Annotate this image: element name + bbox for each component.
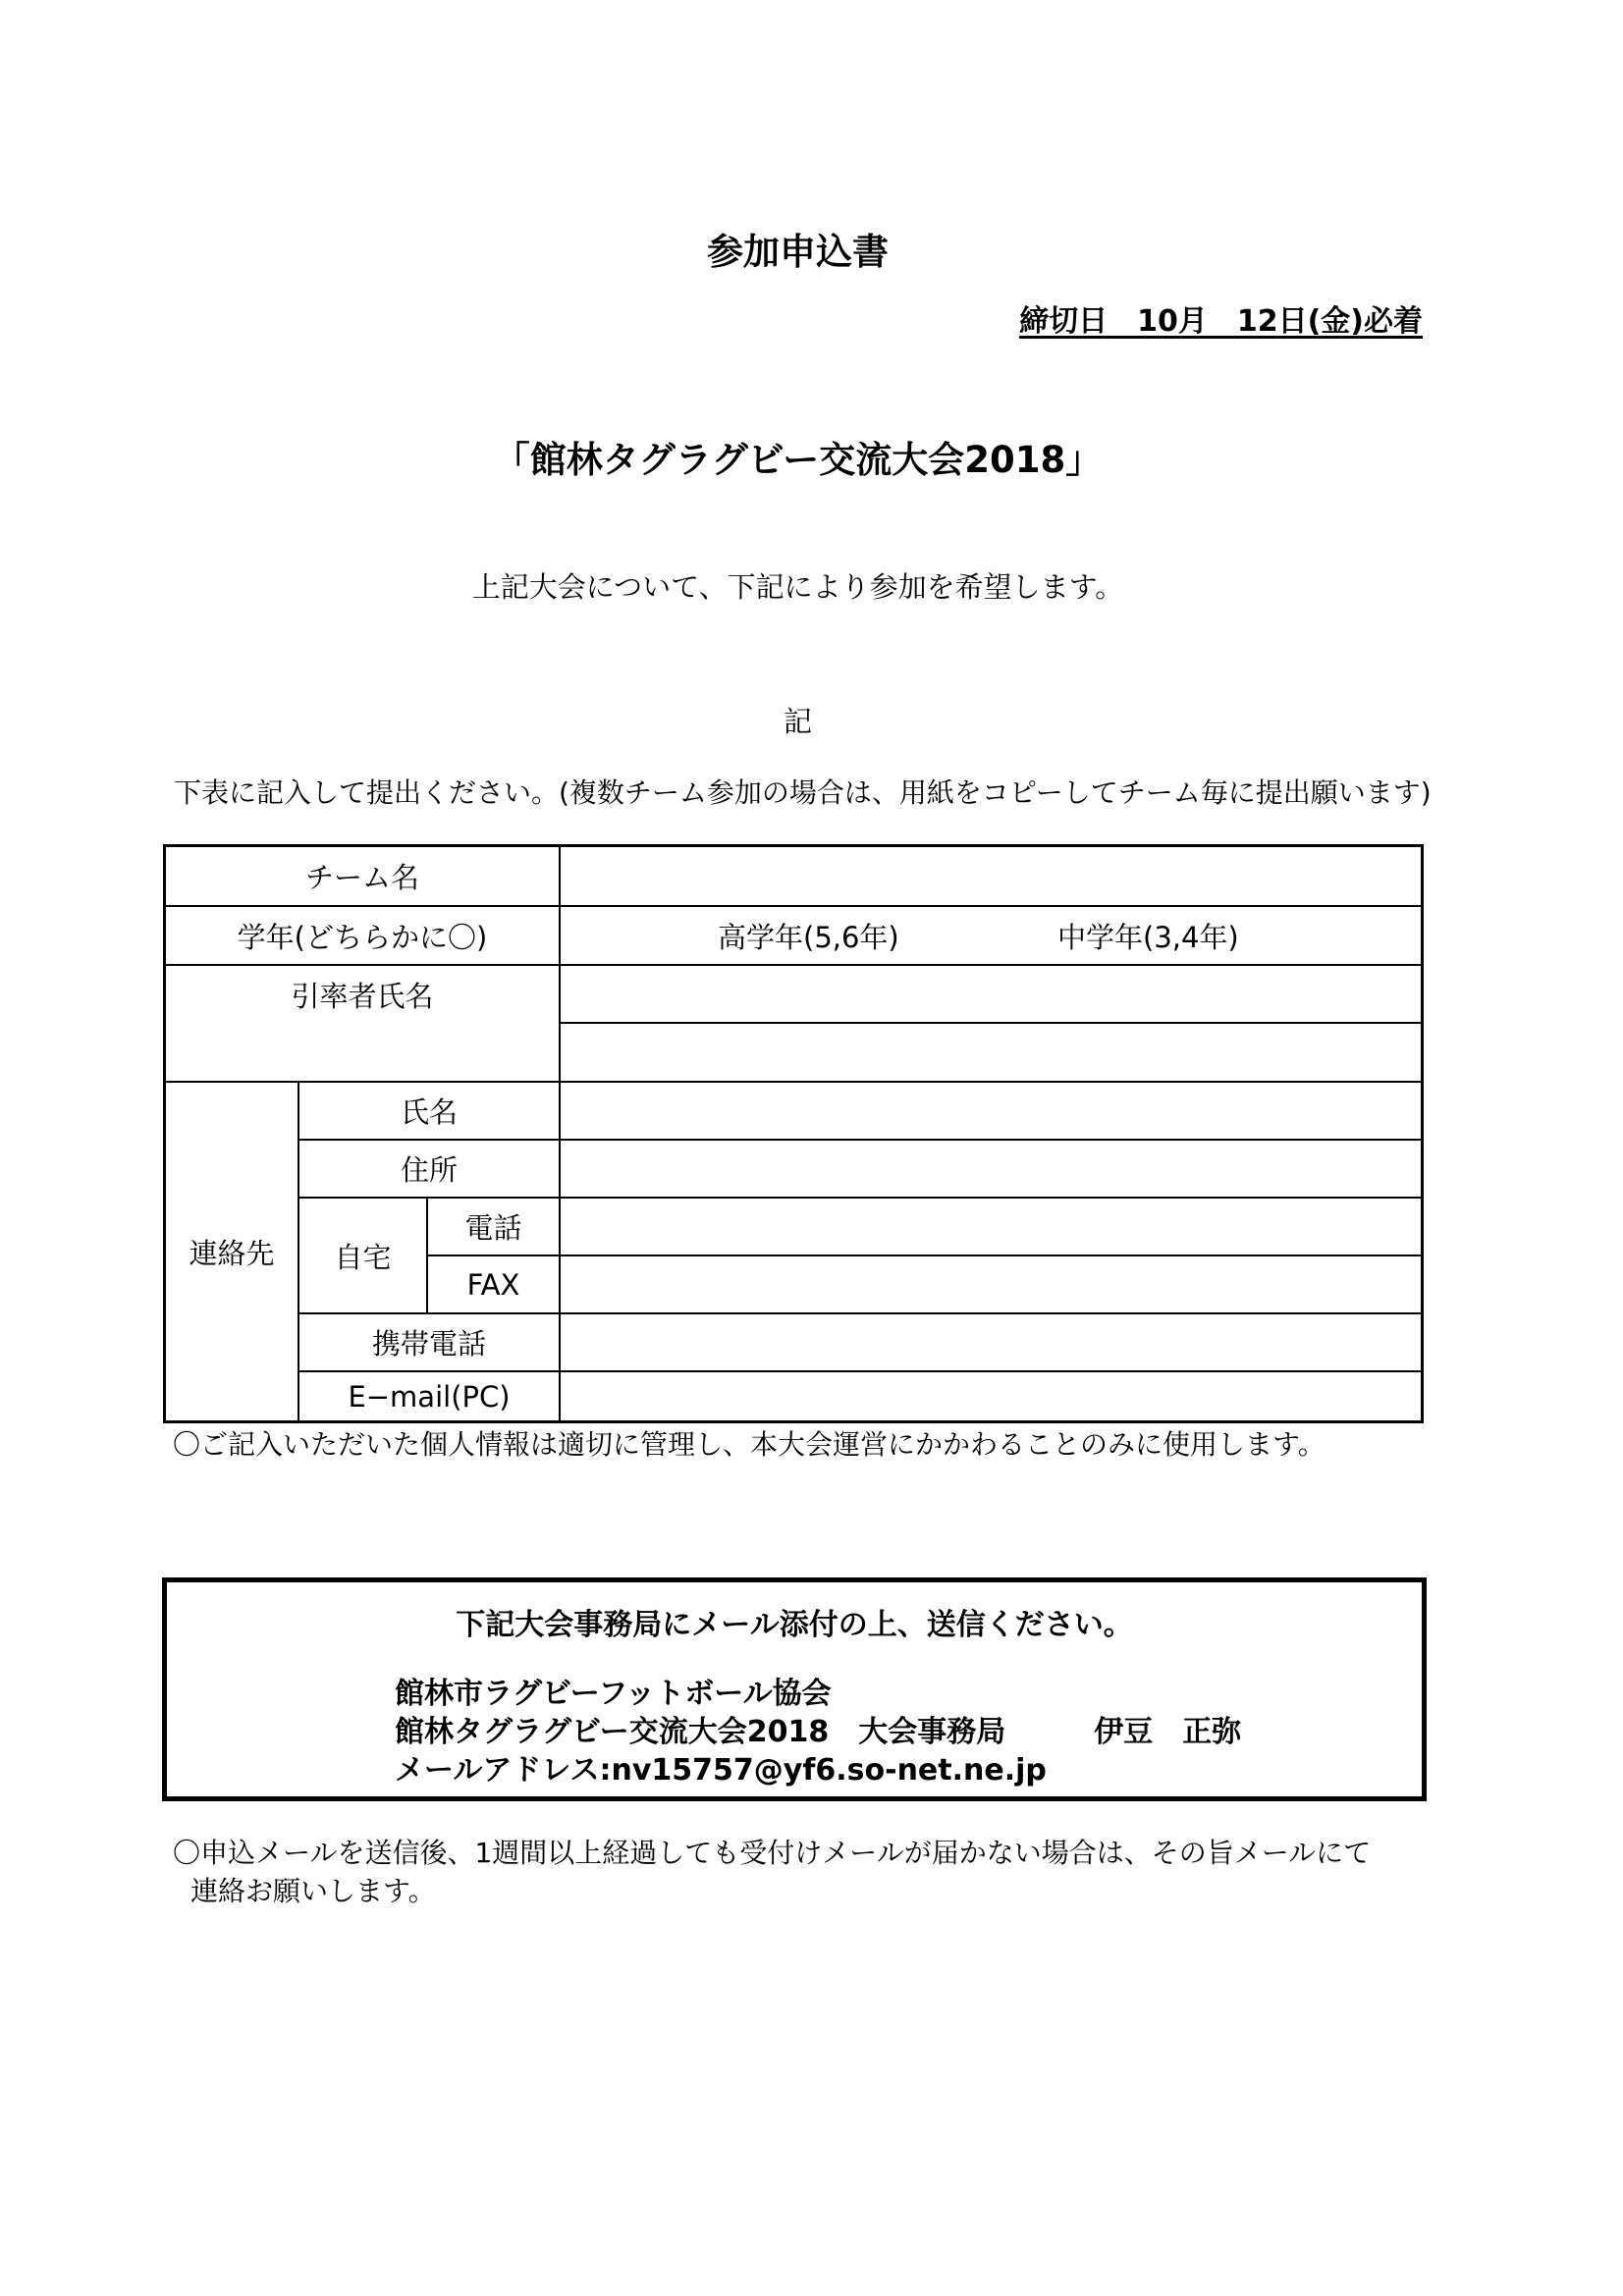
page-title: 参加申込書 — [707, 231, 889, 273]
privacy-note: 〇ご記入いただいた個人情報は適切に管理し、本大会運営にかかわることのみに使用します。 — [173, 1428, 1325, 1461]
intro-text: 上記大会について、下記により参加を希望します。 — [471, 570, 1124, 604]
grade-option-middle[interactable]: 中学年(3,4年) — [1057, 920, 1239, 954]
footer-note-line-1: 〇申込メールを送信後、1週間以上経過しても受付けメールが届かない場合は、その旨メールにて — [173, 1837, 1372, 1869]
home-label: 自宅 — [334, 1240, 392, 1274]
address-field[interactable] — [561, 1141, 1421, 1197]
fax-label: FAX — [466, 1267, 520, 1302]
phone-label: 電話 — [464, 1211, 522, 1245]
application-form — [163, 844, 1424, 1423]
submission-box — [162, 1577, 1427, 1801]
submission-heading: 下記大会事務局にメール添付の上、送信ください。 — [456, 1608, 1133, 1642]
email-label: E−mail(PC) — [348, 1379, 511, 1414]
instruction-text: 下表に記入して提出ください。(複数チーム参加の場合は、用紙をコピーしてチーム毎に提出願います) — [174, 776, 1432, 809]
association-name: 館林市ラグビーフットボール協会 — [395, 1677, 832, 1711]
footer-note-line-2: 連絡お願いします。 — [190, 1875, 436, 1907]
name-label: 氏名 — [400, 1095, 458, 1129]
email-field[interactable] — [561, 1372, 1421, 1420]
team-name-field[interactable] — [561, 847, 1421, 905]
address-label: 住所 — [400, 1153, 458, 1187]
phone-field[interactable] — [561, 1199, 1421, 1255]
mobile-field[interactable] — [561, 1314, 1421, 1370]
mobile-label: 携帯電話 — [371, 1327, 486, 1361]
deadline: 締切日 10月 12日(金)必着 — [1019, 304, 1423, 339]
grade-option-upper[interactable]: 高学年(5,6年) — [718, 920, 899, 954]
ki-heading: 記 — [783, 705, 812, 738]
fax-field[interactable] — [561, 1256, 1421, 1312]
leader-label: 引率者氏名 — [291, 979, 434, 1013]
team-name-label: チーム名 — [304, 861, 419, 894]
office-contact: 館林タグラグビー交流大会2018 大会事務局 伊豆 正弥 — [395, 1715, 1242, 1749]
grade-label: 学年(どちらかに〇) — [237, 920, 488, 954]
email-address: メールアドレス:nv15757@yf6.so-net.ne.jp — [395, 1753, 1047, 1788]
leader-field-1[interactable] — [561, 966, 1421, 1022]
name-field[interactable] — [561, 1083, 1421, 1139]
contact-label: 連絡先 — [189, 1236, 275, 1270]
leader-field-2[interactable] — [561, 1024, 1421, 1081]
event-name: 「館林タグラグビー交流大会2018」 — [493, 439, 1103, 481]
